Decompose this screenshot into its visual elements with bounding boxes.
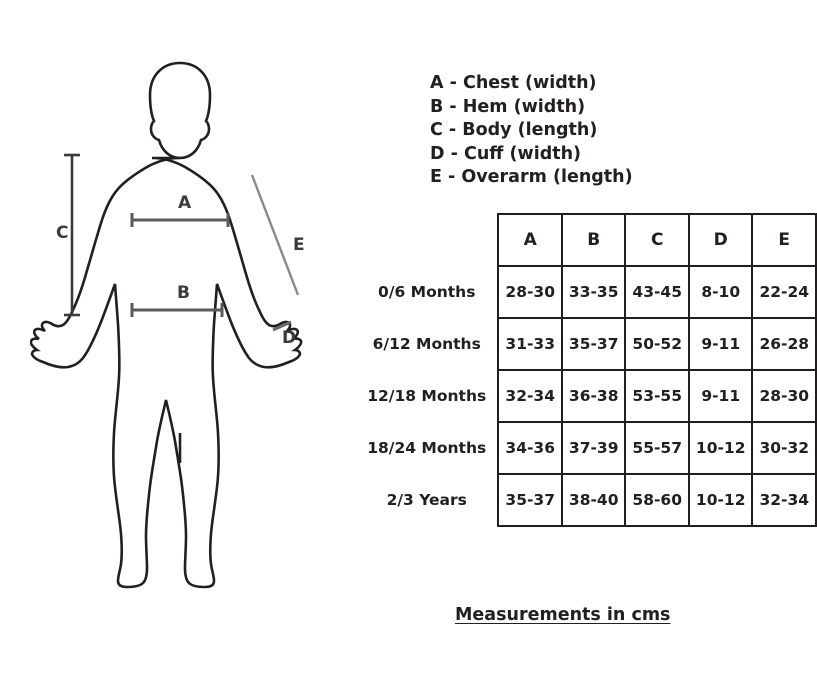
marker-label-b: B — [177, 283, 191, 303]
cell-c: 58-60 — [625, 474, 689, 526]
table-corner-cell — [364, 214, 498, 266]
cell-d: 10-12 — [689, 422, 753, 474]
row-header-size: 0/6 Months — [378, 283, 476, 301]
column-header-b: B — [562, 214, 626, 266]
legend-item-e: E - Overarm (length) — [430, 167, 633, 187]
legend-list — [430, 72, 760, 190]
row-header-size: 18/24 Months — [367, 439, 487, 457]
cell-d: 9-11 — [689, 370, 753, 422]
table-row — [364, 422, 816, 474]
cell-b: 37-39 — [562, 422, 626, 474]
marker-label-e: E — [293, 235, 305, 255]
row-header-size: 2/3 Years — [386, 491, 467, 509]
column-header-c: C — [625, 214, 689, 266]
human-body-outline — [30, 45, 370, 645]
table-row — [364, 266, 816, 318]
table-row — [364, 318, 816, 370]
cell-c: 50-52 — [625, 318, 689, 370]
column-header-d: D — [689, 214, 753, 266]
cell-b: 38-40 — [562, 474, 626, 526]
cell-c: 55-57 — [625, 422, 689, 474]
cell-e: 26-28 — [752, 318, 816, 370]
cell-b: 36-38 — [562, 370, 626, 422]
cell-a: 31-33 — [498, 318, 562, 370]
cell-e: 28-30 — [752, 370, 816, 422]
cell-b: 35-37 — [562, 318, 626, 370]
legend-item-d: D - Cuff (width) — [430, 143, 582, 164]
marker-label-c: C — [56, 223, 69, 243]
column-header-e: E — [752, 214, 816, 266]
cell-a: 32-34 — [498, 370, 562, 422]
table-row — [364, 474, 816, 526]
row-header-size: 12/18 Months — [367, 387, 487, 405]
cell-a: 34-36 — [498, 422, 562, 474]
cell-d: 8-10 — [689, 266, 753, 318]
cell-c: 43-45 — [625, 266, 689, 318]
legend-item-b: B - Hem (width) — [430, 96, 586, 117]
cell-e: 32-34 — [752, 474, 816, 526]
cell-b: 33-35 — [562, 266, 626, 318]
cell-a: 28-30 — [498, 266, 562, 318]
body-figure-panel — [30, 45, 370, 645]
size-measurement-table — [364, 213, 817, 527]
legend-item-a: A - Chest (width) — [430, 73, 597, 93]
marker-label-d: D — [282, 328, 297, 348]
table-header-row — [364, 214, 816, 266]
cell-e: 22-24 — [752, 266, 816, 318]
measurement-units-note: Measurements in cms — [455, 605, 671, 625]
row-header-size: 6/12 Months — [372, 335, 481, 353]
marker-label-a: A — [178, 193, 192, 213]
cell-e: 30-32 — [752, 422, 816, 474]
legend-item-c: C - Body (length) — [430, 120, 598, 140]
table-row — [364, 370, 816, 422]
cell-d: 10-12 — [689, 474, 753, 526]
cell-d: 9-11 — [689, 318, 753, 370]
column-header-a: A — [498, 214, 562, 266]
cell-a: 35-37 — [498, 474, 562, 526]
cell-c: 53-55 — [625, 370, 689, 422]
